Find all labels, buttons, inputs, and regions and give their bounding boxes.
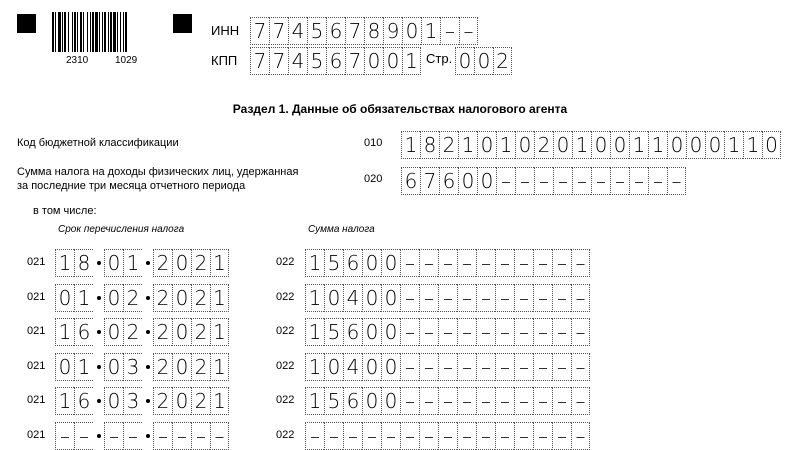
- digit-cell: 7: [250, 17, 269, 45]
- digit-cell: 2: [191, 387, 210, 415]
- digit-cell: 1: [210, 353, 229, 381]
- digit-cell: –: [457, 387, 476, 415]
- digit-cell: 0: [455, 47, 474, 75]
- digit-cell: 1: [210, 318, 229, 346]
- digit-cell: –: [667, 167, 686, 195]
- barcode-number-right: 1029: [115, 55, 138, 66]
- payment-sum-field[interactable]: [305, 353, 590, 381]
- column-sum-header: Сумма налога: [308, 224, 375, 235]
- digit-cell: –: [440, 17, 459, 45]
- digit-cell: 7: [269, 47, 288, 75]
- digit-cell: –: [324, 422, 343, 450]
- digit-cell: –: [438, 318, 457, 346]
- digit-cell: –: [381, 422, 400, 450]
- digit-cell: 6: [343, 249, 362, 277]
- digit-cell: –: [400, 422, 419, 450]
- digit-cell: 8: [364, 17, 383, 45]
- digit-cell: 0: [104, 353, 123, 381]
- digit-cell: 5: [324, 318, 343, 346]
- digit-cell: –: [571, 249, 590, 277]
- digit-cell: 1: [74, 353, 93, 381]
- digit-cell: –: [533, 353, 552, 381]
- payment-date-field[interactable]: [55, 353, 229, 381]
- digit-cell: –: [552, 387, 571, 415]
- digit-cell: 1: [401, 131, 420, 159]
- digit-cell: 0: [362, 249, 381, 277]
- barcode-number-left: 2310: [66, 55, 89, 66]
- digit-cell: –: [55, 422, 74, 450]
- digit-cell: 0: [381, 284, 400, 312]
- digit-cell: 0: [362, 387, 381, 415]
- digit-cell: –: [153, 422, 172, 450]
- digit-cell: 0: [762, 131, 781, 159]
- digit-cell: 0: [381, 387, 400, 415]
- digit-cell: –: [362, 422, 381, 450]
- kpp-label: КПП: [211, 53, 238, 68]
- digit-cell: 7: [250, 47, 269, 75]
- date-line-code: 021: [27, 325, 46, 337]
- digit-cell: 7: [345, 47, 364, 75]
- digit-cell: –: [438, 249, 457, 277]
- date-separator-dot: [142, 353, 153, 381]
- digit-cell: –: [438, 284, 457, 312]
- digit-cell: –: [419, 387, 438, 415]
- digit-cell: –: [457, 284, 476, 312]
- section-title: Раздел 1. Данные об обязательствах налогового агента: [232, 102, 568, 116]
- tax-sum-field[interactable]: [401, 167, 686, 195]
- digit-cell: –: [571, 318, 590, 346]
- digit-cell: 5: [324, 249, 343, 277]
- digit-cell: –: [400, 249, 419, 277]
- digit-cell: –: [476, 318, 495, 346]
- payment-sum-field[interactable]: [305, 284, 590, 312]
- digit-cell: 6: [343, 318, 362, 346]
- digit-cell: 1: [210, 249, 229, 277]
- digit-cell: 1: [629, 131, 648, 159]
- digit-cell: 1: [123, 249, 142, 277]
- digit-cell: 0: [362, 318, 381, 346]
- registration-marker-left: [17, 14, 36, 33]
- digit-cell: 4: [343, 353, 362, 381]
- digit-cell: 0: [55, 284, 74, 312]
- digit-cell: 2: [191, 318, 210, 346]
- digit-cell: –: [533, 318, 552, 346]
- digit-cell: 1: [305, 387, 324, 415]
- date-separator-dot: [93, 249, 104, 277]
- digit-cell: –: [104, 422, 123, 450]
- digit-cell: 1: [743, 131, 762, 159]
- payment-date-field[interactable]: [55, 249, 229, 277]
- digit-cell: –: [572, 167, 591, 195]
- digit-cell: 7: [269, 17, 288, 45]
- digit-cell: –: [191, 422, 210, 450]
- digit-cell: –: [438, 353, 457, 381]
- digit-cell: –: [552, 284, 571, 312]
- digit-cell: 2: [123, 284, 142, 312]
- digit-cell: 0: [667, 131, 686, 159]
- digit-cell: 1: [496, 131, 515, 159]
- sum-line-code: 022: [276, 394, 295, 406]
- digit-cell: –: [553, 167, 572, 195]
- digit-cell: –: [496, 167, 515, 195]
- date-separator-dot: [142, 422, 153, 450]
- kpp-field[interactable]: [250, 47, 421, 75]
- digit-cell: –: [438, 422, 457, 450]
- digit-cell: –: [210, 422, 229, 450]
- digit-cell: 0: [686, 131, 705, 159]
- digit-cell: 1: [305, 318, 324, 346]
- digit-cell: 0: [477, 131, 496, 159]
- digit-cell: 2: [493, 47, 512, 75]
- digit-cell: 9: [383, 17, 402, 45]
- kbk-field[interactable]: [401, 131, 781, 159]
- digit-cell: –: [419, 249, 438, 277]
- digit-cell: 0: [362, 353, 381, 381]
- digit-cell: 6: [401, 167, 420, 195]
- digit-cell: –: [476, 353, 495, 381]
- digit-cell: 1: [55, 249, 74, 277]
- digit-cell: –: [533, 422, 552, 450]
- digit-cell: 2: [153, 353, 172, 381]
- date-line-code: 021: [27, 428, 46, 441]
- digit-cell: –: [495, 422, 514, 450]
- digit-cell: 0: [477, 167, 496, 195]
- digit-cell: –: [514, 387, 533, 415]
- digit-cell: 1: [210, 284, 229, 312]
- date-separator-dot: [142, 387, 153, 415]
- digit-cell: 0: [458, 167, 477, 195]
- digit-cell: –: [533, 249, 552, 277]
- digit-cell: –: [457, 422, 476, 450]
- digit-cell: –: [419, 422, 438, 450]
- digit-cell: –: [476, 422, 495, 450]
- digit-cell: –: [172, 422, 191, 450]
- digit-cell: 5: [307, 47, 326, 75]
- page-label: Стр.: [426, 51, 453, 66]
- digit-cell: 2: [153, 249, 172, 277]
- registration-marker-right: [173, 14, 192, 33]
- digit-cell: 2: [191, 353, 210, 381]
- digit-cell: 1: [305, 249, 324, 277]
- sum-line-code: 022: [276, 256, 295, 268]
- digit-cell: 0: [553, 131, 572, 159]
- date-separator-dot: [93, 284, 104, 312]
- digit-cell: –: [515, 167, 534, 195]
- digit-cell: 0: [324, 353, 343, 381]
- digit-cell: –: [400, 353, 419, 381]
- digit-cell: 0: [172, 387, 191, 415]
- digit-cell: 0: [383, 47, 402, 75]
- digit-cell: 8: [420, 131, 439, 159]
- digit-cell: –: [571, 284, 590, 312]
- digit-cell: 6: [326, 17, 345, 45]
- digit-cell: 0: [610, 131, 629, 159]
- digit-cell: 0: [515, 131, 534, 159]
- date-separator-dot: [142, 318, 153, 346]
- tax-sum-label-line2: за последние три месяца отчетного периода: [17, 180, 246, 192]
- digit-cell: –: [400, 387, 419, 415]
- digit-cell: –: [610, 167, 629, 195]
- digit-cell: –: [457, 249, 476, 277]
- digit-cell: 1: [74, 284, 93, 312]
- digit-cell: 2: [191, 249, 210, 277]
- digit-cell: –: [419, 284, 438, 312]
- payment-sum-field[interactable]: [305, 249, 590, 277]
- digit-cell: 4: [343, 284, 362, 312]
- digit-cell: –: [495, 318, 514, 346]
- digit-cell: 2: [439, 131, 458, 159]
- digit-cell: 4: [288, 47, 307, 75]
- digit-cell: 0: [705, 131, 724, 159]
- digit-cell: 3: [123, 353, 142, 381]
- date-line-code: 021: [27, 290, 46, 303]
- digit-cell: –: [514, 318, 533, 346]
- payment-date-field[interactable]: [55, 422, 229, 450]
- date-separator-dot: [142, 284, 153, 312]
- digit-cell: –: [400, 284, 419, 312]
- digit-cell: –: [495, 353, 514, 381]
- digit-cell: –: [476, 249, 495, 277]
- digit-cell: –: [552, 249, 571, 277]
- digit-cell: –: [343, 422, 362, 450]
- digit-cell: –: [533, 387, 552, 415]
- digit-cell: –: [534, 167, 553, 195]
- inn-label: ИНН: [211, 23, 240, 38]
- page-number-field[interactable]: [455, 47, 512, 75]
- digit-cell: –: [74, 422, 93, 450]
- digit-cell: 0: [381, 353, 400, 381]
- digit-cell: 5: [307, 17, 326, 45]
- digit-cell: –: [476, 284, 495, 312]
- digit-cell: 1: [648, 131, 667, 159]
- sum-line-code: 022: [276, 359, 295, 372]
- digit-cell: 0: [362, 284, 381, 312]
- date-separator-dot: [142, 249, 153, 277]
- digit-cell: –: [571, 422, 590, 450]
- digit-cell: –: [514, 353, 533, 381]
- digit-cell: 7: [345, 17, 364, 45]
- date-separator-dot: [93, 318, 104, 346]
- sum-line-code: 022: [276, 290, 295, 303]
- digit-cell: 6: [74, 387, 93, 415]
- digit-cell: 0: [172, 249, 191, 277]
- tax-sum-label-line1: Сумма налога на доходы физических лиц, удержанная: [17, 166, 299, 178]
- digit-cell: –: [552, 422, 571, 450]
- digit-cell: 1: [572, 131, 591, 159]
- date-separator-dot: [93, 387, 104, 415]
- digit-cell: –: [459, 17, 478, 45]
- digit-cell: –: [457, 318, 476, 346]
- date-line-code: 021: [27, 256, 46, 268]
- digit-cell: –: [571, 387, 590, 415]
- payment-sum-field[interactable]: [305, 422, 590, 450]
- digit-cell: 0: [104, 249, 123, 277]
- date-line-code: 021: [27, 359, 46, 372]
- payment-sum-field[interactable]: [305, 387, 590, 415]
- digit-cell: 1: [55, 318, 74, 346]
- digit-cell: 1: [305, 284, 324, 312]
- digit-cell: –: [495, 249, 514, 277]
- payment-date-field[interactable]: [55, 284, 229, 312]
- digit-cell: 6: [74, 318, 93, 346]
- digit-cell: 0: [364, 47, 383, 75]
- digit-cell: 0: [381, 249, 400, 277]
- digit-cell: 6: [343, 387, 362, 415]
- digit-cell: 2: [534, 131, 553, 159]
- digit-cell: –: [648, 167, 667, 195]
- digit-cell: –: [552, 318, 571, 346]
- digit-cell: –: [629, 167, 648, 195]
- digit-cell: 0: [104, 387, 123, 415]
- column-date-header: Срок перечисления налога: [58, 224, 185, 235]
- digit-cell: 1: [402, 47, 421, 75]
- digit-cell: –: [438, 387, 457, 415]
- tax-sum-line-code: 020: [364, 173, 383, 185]
- digit-cell: –: [514, 422, 533, 450]
- digit-cell: 1: [55, 387, 74, 415]
- payment-sum-field[interactable]: [305, 318, 590, 346]
- digit-cell: 0: [172, 318, 191, 346]
- digit-cell: –: [514, 284, 533, 312]
- kbk-line-code: 010: [364, 137, 383, 149]
- digit-cell: 5: [324, 387, 343, 415]
- kbk-label: Код бюджетной классификации: [17, 137, 179, 149]
- digit-cell: 2: [191, 284, 210, 312]
- sum-line-code: 022: [276, 325, 295, 337]
- payment-date-field[interactable]: [55, 318, 229, 346]
- digit-cell: 0: [172, 353, 191, 381]
- digit-cell: 2: [153, 318, 172, 346]
- digit-cell: 0: [104, 318, 123, 346]
- digit-cell: 1: [458, 131, 477, 159]
- digit-cell: –: [552, 353, 571, 381]
- digit-cell: 0: [55, 353, 74, 381]
- digit-cell: 2: [153, 284, 172, 312]
- date-line-code: 021: [27, 394, 46, 406]
- including-label: в том числе:: [33, 205, 97, 217]
- digit-cell: 2: [123, 318, 142, 346]
- date-separator-dot: [93, 422, 104, 450]
- digit-cell: 1: [305, 353, 324, 381]
- digit-cell: –: [419, 318, 438, 346]
- digit-cell: 0: [104, 284, 123, 312]
- digit-cell: 8: [74, 249, 93, 277]
- sum-line-code: 022: [276, 428, 295, 441]
- digit-cell: 6: [439, 167, 458, 195]
- digit-cell: 0: [591, 131, 610, 159]
- digit-cell: –: [305, 422, 324, 450]
- digit-cell: –: [495, 284, 514, 312]
- digit-cell: 6: [326, 47, 345, 75]
- digit-cell: –: [495, 387, 514, 415]
- digit-cell: 7: [420, 167, 439, 195]
- digit-cell: –: [476, 387, 495, 415]
- digit-cell: 0: [402, 17, 421, 45]
- date-separator-dot: [93, 353, 104, 381]
- digit-cell: 0: [381, 318, 400, 346]
- digit-cell: 0: [474, 47, 493, 75]
- digit-cell: 0: [172, 284, 191, 312]
- digit-cell: –: [533, 284, 552, 312]
- payment-date-field[interactable]: [55, 387, 229, 415]
- digit-cell: 4: [288, 17, 307, 45]
- digit-cell: –: [571, 353, 590, 381]
- digit-cell: 1: [724, 131, 743, 159]
- digit-cell: 0: [324, 284, 343, 312]
- digit-cell: 3: [123, 387, 142, 415]
- inn-field[interactable]: [250, 17, 478, 45]
- digit-cell: 2: [153, 387, 172, 415]
- digit-cell: –: [457, 353, 476, 381]
- digit-cell: –: [400, 318, 419, 346]
- barcode: [52, 12, 162, 52]
- digit-cell: –: [419, 353, 438, 381]
- digit-cell: –: [591, 167, 610, 195]
- digit-cell: 1: [210, 387, 229, 415]
- digit-cell: 1: [421, 17, 440, 45]
- digit-cell: –: [123, 422, 142, 450]
- digit-cell: –: [514, 249, 533, 277]
